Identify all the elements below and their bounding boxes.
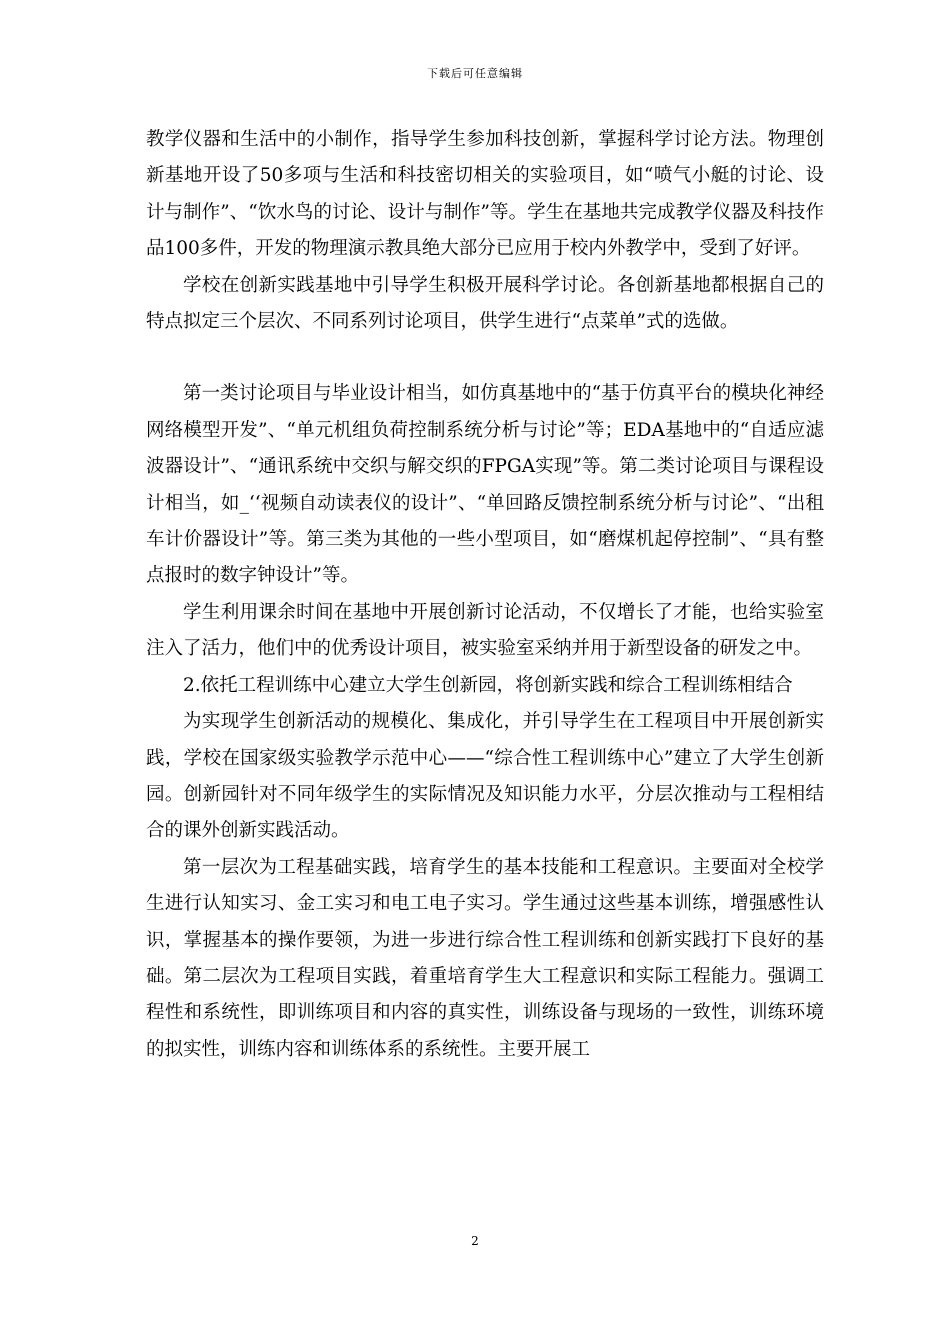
section-heading-innovation-park: 2.依托工程训练中心建立大学生创新园，将创新实践和综合工程训练相结合 (183, 674, 793, 696)
paragraph-research-guidance: 学校在创新实践基地中引导学生积极开展科学讨论。各创新基地都根据自己的特点拟定三个层次、不同系列讨论项目，供学生进行“点菜单”式的选做。 (146, 274, 824, 333)
page-header: 下载后可任意编辑 (427, 67, 523, 80)
page-number: 2 (471, 1234, 479, 1248)
paragraph-project-categories: 第一类讨论项目与毕业设计相当，如仿真基地中的“基于仿真平台的模块化神经网络模型开发”、“单元机组负荷控制系统分析与讨论”等；EDA基地中的“自适应滤波器设计”、“通讯系统中交织与解交织的FPGA实现”等。第二类讨论项目与课程设计相当，如_‘‘视频自动读表仪的设计”、“单回路反馈控制系统分析与讨论”、“出租车计价器设计”等。第三类为其他的一些小型项目，如“磨煤机起停控制”、“具有整点报时的数字钟设计”等。 (146, 383, 824, 587)
paragraph-innovation-park: 为实现学生创新活动的规模化、集成化，并引导学生在工程项目中开展创新实践，学校在国家级实验教学示范中心——“综合性工程训练中心”建立了大学生创新园。创新园针对不同年级学生的实际情况及知识能力水平，分层次推动与工程相结合的课外创新实践活动。 (146, 711, 824, 842)
document-body (146, 122, 824, 1068)
paragraph-continuation: 教学仪器和生活中的小制作，指导学生参加科技创新，掌握科学讨论方法。物理创新基地开设了50多项与生活和科技密切相关的实验项目，如“喷气小艇的讨论、设计与制作”、“饮水鸟的讨论、设计与制作”等。学生在基地共完成教学仪器及科技作品100多件，开发的物理演示教具绝大部分已应用于校内外教学中，受到了好评。 (146, 129, 824, 260)
paragraph-practice-levels: 第一层次为工程基础实践，培育学生的基本技能和工程意识。主要面对全校学生进行认知实习、金工实习和电工电子实习。学生通过这些基本训练，增强感性认识，掌握基本的操作要领，为进一步进行综合性工程训练和创新实践打下良好的基础。第二层次为工程项目实践，着重培育学生大工程意识和实际工程能力。强调工程性和系统性，即训练项目和内容的真实性，训练设备与现场的一致性，训练环境的拟实性，训练内容和训练体系的系统性。主要开展工 (146, 856, 824, 1060)
paragraph-student-activity: 学生利用课余时间在基地中开展创新讨论活动，不仅增长了才能，也给实验室注入了活力，他们中的优秀设计项目，被实验室采纳并用于新型设备的研发之中。 (146, 601, 824, 660)
